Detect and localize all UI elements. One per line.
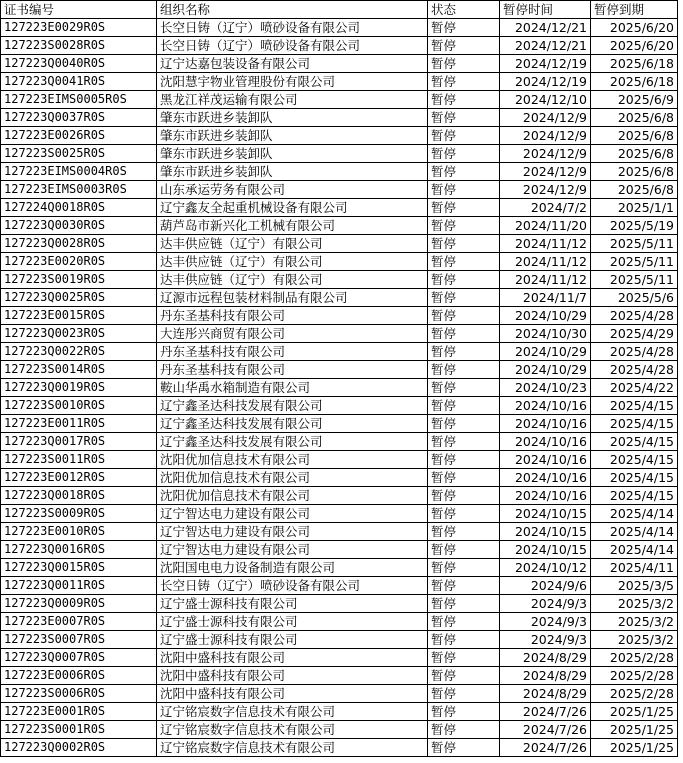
certificate-number-cell: 127223E0006R0S: [1, 667, 157, 685]
certificate-number-cell: 127223Q0018R0S: [1, 487, 157, 505]
certificate-number-cell: 127223EIMS0005R0S: [1, 91, 157, 109]
suspension-date-cell: 2024/10/16: [500, 469, 591, 487]
table-row: [1, 91, 678, 109]
suspension-expiry-cell: 2025/4/28: [591, 361, 678, 379]
organization-name-cell: 沈阳中盛科技有限公司: [157, 667, 428, 685]
status-cell: 暂停: [428, 505, 500, 523]
suspension-expiry-cell: 2025/3/5: [591, 577, 678, 595]
certificate-number-cell: 127223S0009R0S: [1, 505, 157, 523]
organization-name-cell: 沈阳优加信息技术有限公司: [157, 451, 428, 469]
certificate-number-cell: 127223S0001R0S: [1, 721, 157, 739]
certificate-number-cell: 127223E0020R0S: [1, 253, 157, 271]
certificate-number-cell: 127223Q0041R0S: [1, 73, 157, 91]
status-cell: 暂停: [428, 523, 500, 541]
organization-name-cell: 辽宁盛士源科技有限公司: [157, 613, 428, 631]
column-header-certificate-number: 证书编号: [1, 1, 157, 19]
organization-name-cell: 沈阳慧宇物业管理股份有限公司: [157, 73, 428, 91]
suspension-date-cell: 2024/9/6: [500, 577, 591, 595]
suspension-date-cell: 2024/11/12: [500, 271, 591, 289]
suspension-expiry-cell: 2025/5/11: [591, 271, 678, 289]
table-row: [1, 361, 678, 379]
organization-name-cell: 沈阳中盛科技有限公司: [157, 685, 428, 703]
suspension-date-cell: 2024/9/3: [500, 631, 591, 649]
status-cell: 暂停: [428, 361, 500, 379]
suspension-date-cell: 2024/12/21: [500, 19, 591, 37]
certificate-number-cell: 127223Q0025R0S: [1, 289, 157, 307]
suspension-expiry-cell: 2025/6/20: [591, 37, 678, 55]
organization-name-cell: 辽宁铭宸数字信息技术有限公司: [157, 721, 428, 739]
suspension-date-cell: 2024/8/29: [500, 649, 591, 667]
table-row: [1, 469, 678, 487]
certificate-number-cell: 127223E0011R0S: [1, 415, 157, 433]
certificate-number-cell: 127223EIMS0003R0S: [1, 181, 157, 199]
table-row: [1, 613, 678, 631]
status-cell: 暂停: [428, 55, 500, 73]
certificate-number-cell: 127223Q0017R0S: [1, 433, 157, 451]
certificate-number-cell: 127223E0026R0S: [1, 127, 157, 145]
table-row: [1, 379, 678, 397]
status-cell: 暂停: [428, 649, 500, 667]
suspension-expiry-cell: 2025/6/18: [591, 73, 678, 91]
organization-name-cell: 辽宁鑫圣达科技发展有限公司: [157, 433, 428, 451]
organization-name-cell: 辽宁鑫圣达科技发展有限公司: [157, 415, 428, 433]
certificate-number-cell: 127223E0007R0S: [1, 613, 157, 631]
status-cell: 暂停: [428, 631, 500, 649]
certificate-number-cell: 127223S0010R0S: [1, 397, 157, 415]
status-cell: 暂停: [428, 595, 500, 613]
table-row: [1, 163, 678, 181]
table-row: [1, 73, 678, 91]
suspension-expiry-cell: 2025/4/15: [591, 451, 678, 469]
certificate-number-cell: 127224Q0018R0S: [1, 199, 157, 217]
table-row: [1, 55, 678, 73]
status-cell: 暂停: [428, 703, 500, 721]
certificate-number-cell: 127223S0014R0S: [1, 361, 157, 379]
status-cell: 暂停: [428, 577, 500, 595]
certificate-number-cell: 127223E0015R0S: [1, 307, 157, 325]
organization-name-cell: 丹东圣基科技有限公司: [157, 343, 428, 361]
organization-name-cell: 辽宁智达电力建设有限公司: [157, 505, 428, 523]
organization-name-cell: 辽宁盛士源科技有限公司: [157, 631, 428, 649]
status-cell: 暂停: [428, 37, 500, 55]
suspension-date-cell: 2024/10/16: [500, 451, 591, 469]
table-row: [1, 217, 678, 235]
certificate-number-cell: 127223Q0028R0S: [1, 235, 157, 253]
organization-name-cell: 辽宁达嘉包装设备有限公司: [157, 55, 428, 73]
table-row: [1, 415, 678, 433]
status-cell: 暂停: [428, 721, 500, 739]
table-row: [1, 397, 678, 415]
suspension-expiry-cell: 2025/2/28: [591, 685, 678, 703]
certificate-number-cell: 127223Q0040R0S: [1, 55, 157, 73]
certificate-number-cell: 127223Q0002R0S: [1, 739, 157, 757]
status-cell: 暂停: [428, 163, 500, 181]
status-cell: 暂停: [428, 307, 500, 325]
organization-name-cell: 沈阳国电电力设备制造有限公司: [157, 559, 428, 577]
header-row: [1, 1, 678, 19]
suspension-expiry-cell: 2025/4/14: [591, 505, 678, 523]
certificate-number-cell: 127223E0012R0S: [1, 469, 157, 487]
certificate-number-cell: 127223S0025R0S: [1, 145, 157, 163]
status-cell: 暂停: [428, 685, 500, 703]
organization-name-cell: 肇东市跃进乡装卸队: [157, 127, 428, 145]
organization-name-cell: 辽宁智达电力建设有限公司: [157, 523, 428, 541]
table-row: [1, 739, 678, 757]
status-cell: 暂停: [428, 397, 500, 415]
suspension-expiry-cell: 2025/2/28: [591, 667, 678, 685]
suspension-date-cell: 2024/10/16: [500, 415, 591, 433]
suspension-expiry-cell: 2025/6/8: [591, 181, 678, 199]
certificate-number-cell: 127223Q0023R0S: [1, 325, 157, 343]
suspension-date-cell: 2024/9/3: [500, 595, 591, 613]
organization-name-cell: 长空日铸（辽宁）喷砂设备有限公司: [157, 19, 428, 37]
suspension-expiry-cell: 2025/5/11: [591, 253, 678, 271]
suspension-expiry-cell: 2025/4/15: [591, 397, 678, 415]
status-cell: 暂停: [428, 469, 500, 487]
suspension-expiry-cell: 2025/1/25: [591, 721, 678, 739]
status-cell: 暂停: [428, 613, 500, 631]
suspension-expiry-cell: 2025/1/25: [591, 739, 678, 757]
organization-name-cell: 辽宁鑫圣达科技发展有限公司: [157, 397, 428, 415]
status-cell: 暂停: [428, 433, 500, 451]
suspension-expiry-cell: 2025/5/6: [591, 289, 678, 307]
suspension-date-cell: 2024/10/15: [500, 505, 591, 523]
suspension-expiry-cell: 2025/4/11: [591, 559, 678, 577]
suspension-date-cell: 2024/12/9: [500, 181, 591, 199]
table-body: [1, 19, 678, 757]
organization-name-cell: 鞍山华禹水箱制造有限公司: [157, 379, 428, 397]
organization-name-cell: 辽宁盛士源科技有限公司: [157, 595, 428, 613]
suspension-date-cell: 2024/12/9: [500, 109, 591, 127]
organization-name-cell: 辽宁铭宸数字信息技术有限公司: [157, 703, 428, 721]
organization-name-cell: 肇东市跃进乡装卸队: [157, 145, 428, 163]
status-cell: 暂停: [428, 235, 500, 253]
certificate-number-cell: 127223Q0022R0S: [1, 343, 157, 361]
table-row: [1, 505, 678, 523]
suspension-date-cell: 2024/12/9: [500, 145, 591, 163]
suspension-date-cell: 2024/7/26: [500, 703, 591, 721]
certificate-number-cell: 127223Q0011R0S: [1, 577, 157, 595]
table-row: [1, 649, 678, 667]
table-row: [1, 523, 678, 541]
organization-name-cell: 长空日铸（辽宁）喷砂设备有限公司: [157, 37, 428, 55]
certificate-number-cell: 127223E0029R0S: [1, 19, 157, 37]
suspension-date-cell: 2024/12/21: [500, 37, 591, 55]
suspension-expiry-cell: 2025/1/1: [591, 199, 678, 217]
suspension-date-cell: 2024/11/7: [500, 289, 591, 307]
organization-name-cell: 达丰供应链（辽宁）有限公司: [157, 235, 428, 253]
certificate-number-cell: 127223S0006R0S: [1, 685, 157, 703]
table-row: [1, 271, 678, 289]
suspension-expiry-cell: 2025/4/29: [591, 325, 678, 343]
suspension-expiry-cell: 2025/4/22: [591, 379, 678, 397]
table-row: [1, 541, 678, 559]
certificate-number-cell: 127223E0010R0S: [1, 523, 157, 541]
status-cell: 暂停: [428, 271, 500, 289]
status-cell: 暂停: [428, 19, 500, 37]
status-cell: 暂停: [428, 217, 500, 235]
certificate-number-cell: 127223S0019R0S: [1, 271, 157, 289]
suspension-date-cell: 2024/12/10: [500, 91, 591, 109]
table-row: [1, 559, 678, 577]
certificate-number-cell: 127223EIMS0004R0S: [1, 163, 157, 181]
suspension-date-cell: 2024/11/20: [500, 217, 591, 235]
suspension-expiry-cell: 2025/6/8: [591, 163, 678, 181]
table-row: [1, 343, 678, 361]
suspension-date-cell: 2024/10/16: [500, 487, 591, 505]
suspension-date-cell: 2024/7/26: [500, 721, 591, 739]
suspension-date-cell: 2024/10/29: [500, 307, 591, 325]
certificate-number-cell: 127223S0011R0S: [1, 451, 157, 469]
table-row: [1, 37, 678, 55]
suspension-date-cell: 2024/10/16: [500, 433, 591, 451]
suspension-date-cell: 2024/11/12: [500, 253, 591, 271]
organization-name-cell: 辽宁鑫友全起重机械设备有限公司: [157, 199, 428, 217]
status-cell: 暂停: [428, 127, 500, 145]
status-cell: 暂停: [428, 541, 500, 559]
status-cell: 暂停: [428, 379, 500, 397]
status-cell: 暂停: [428, 487, 500, 505]
certificate-number-cell: 127223Q0016R0S: [1, 541, 157, 559]
suspension-date-cell: 2024/12/9: [500, 127, 591, 145]
suspension-date-cell: 2024/10/15: [500, 541, 591, 559]
organization-name-cell: 沈阳优加信息技术有限公司: [157, 469, 428, 487]
table-row: [1, 235, 678, 253]
suspension-expiry-cell: 2025/4/15: [591, 469, 678, 487]
suspension-expiry-cell: 2025/4/28: [591, 343, 678, 361]
certificate-number-cell: 127223Q0015R0S: [1, 559, 157, 577]
status-cell: 暂停: [428, 109, 500, 127]
suspension-date-cell: 2024/10/29: [500, 361, 591, 379]
suspension-date-cell: 2024/9/3: [500, 613, 591, 631]
status-cell: 暂停: [428, 91, 500, 109]
suspension-expiry-cell: 2025/6/8: [591, 109, 678, 127]
status-cell: 暂停: [428, 289, 500, 307]
organization-name-cell: 大连彤兴商贸有限公司: [157, 325, 428, 343]
suspension-expiry-cell: 2025/1/25: [591, 703, 678, 721]
suspension-date-cell: 2024/7/2: [500, 199, 591, 217]
column-header-suspension-date: 暂停时间: [500, 1, 591, 19]
suspension-expiry-cell: 2025/6/18: [591, 55, 678, 73]
organization-name-cell: 沈阳中盛科技有限公司: [157, 649, 428, 667]
suspension-date-cell: 2024/7/26: [500, 739, 591, 757]
organization-name-cell: 长空日铸（辽宁）喷砂设备有限公司: [157, 577, 428, 595]
suspension-expiry-cell: 2025/2/28: [591, 649, 678, 667]
organization-name-cell: 辽宁智达电力建设有限公司: [157, 541, 428, 559]
suspension-expiry-cell: 2025/4/15: [591, 487, 678, 505]
table-row: [1, 451, 678, 469]
table-row: [1, 289, 678, 307]
organization-name-cell: 辽宁铭宸数字信息技术有限公司: [157, 739, 428, 757]
table-row: [1, 577, 678, 595]
table-row: [1, 109, 678, 127]
status-cell: 暂停: [428, 325, 500, 343]
suspension-date-cell: 2024/8/29: [500, 667, 591, 685]
status-cell: 暂停: [428, 145, 500, 163]
status-cell: 暂停: [428, 73, 500, 91]
suspension-date-cell: 2024/11/12: [500, 235, 591, 253]
certificate-number-cell: 127223Q0037R0S: [1, 109, 157, 127]
suspension-date-cell: 2024/8/29: [500, 685, 591, 703]
suspension-date-cell: 2024/12/19: [500, 73, 591, 91]
suspension-expiry-cell: 2025/4/15: [591, 433, 678, 451]
organization-name-cell: 辽源市远程包装材料制品有限公司: [157, 289, 428, 307]
organization-name-cell: 沈阳优加信息技术有限公司: [157, 487, 428, 505]
certificate-number-cell: 127223E0001R0S: [1, 703, 157, 721]
table-row: [1, 487, 678, 505]
suspension-expiry-cell: 2025/3/2: [591, 613, 678, 631]
organization-name-cell: 山东承运劳务有限公司: [157, 181, 428, 199]
status-cell: 暂停: [428, 667, 500, 685]
table-row: [1, 181, 678, 199]
table-row: [1, 721, 678, 739]
suspension-date-cell: 2024/12/9: [500, 163, 591, 181]
table-row: [1, 145, 678, 163]
suspension-expiry-cell: 2025/4/15: [591, 415, 678, 433]
certificate-number-cell: 127223S0028R0S: [1, 37, 157, 55]
suspension-expiry-cell: 2025/5/11: [591, 235, 678, 253]
table-row: [1, 19, 678, 37]
certificate-number-cell: 127223Q0019R0S: [1, 379, 157, 397]
suspension-date-cell: 2024/10/23: [500, 379, 591, 397]
suspension-date-cell: 2024/12/19: [500, 55, 591, 73]
status-cell: 暂停: [428, 181, 500, 199]
table-row: [1, 253, 678, 271]
table-row: [1, 325, 678, 343]
table-row: [1, 127, 678, 145]
table-row: [1, 685, 678, 703]
table-row: [1, 667, 678, 685]
column-header-status: 状态: [428, 1, 500, 19]
suspension-expiry-cell: 2025/4/28: [591, 307, 678, 325]
status-cell: 暂停: [428, 253, 500, 271]
table-row: [1, 703, 678, 721]
suspension-expiry-cell: 2025/6/8: [591, 127, 678, 145]
certificate-number-cell: 127223Q0007R0S: [1, 649, 157, 667]
certificate-number-cell: 127223Q0009R0S: [1, 595, 157, 613]
status-cell: 暂停: [428, 451, 500, 469]
status-cell: 暂停: [428, 343, 500, 361]
organization-name-cell: 丹东圣基科技有限公司: [157, 307, 428, 325]
suspension-date-cell: 2024/10/30: [500, 325, 591, 343]
status-cell: 暂停: [428, 415, 500, 433]
status-cell: 暂停: [428, 739, 500, 757]
organization-name-cell: 葫芦岛市新兴化工机械有限公司: [157, 217, 428, 235]
suspension-expiry-cell: 2025/6/8: [591, 145, 678, 163]
suspension-expiry-cell: 2025/3/2: [591, 595, 678, 613]
organization-name-cell: 肇东市跃进乡装卸队: [157, 109, 428, 127]
table-row: [1, 631, 678, 649]
organization-name-cell: 丹东圣基科技有限公司: [157, 361, 428, 379]
organization-name-cell: 达丰供应链（辽宁）有限公司: [157, 271, 428, 289]
suspension-date-cell: 2024/10/15: [500, 523, 591, 541]
column-header-suspension-expiry: 暂停到期: [591, 1, 678, 19]
certificate-number-cell: 127223Q0030R0S: [1, 217, 157, 235]
suspension-expiry-cell: 2025/4/14: [591, 523, 678, 541]
suspension-date-cell: 2024/10/16: [500, 397, 591, 415]
certificate-number-cell: 127223S0007R0S: [1, 631, 157, 649]
status-cell: 暂停: [428, 559, 500, 577]
suspension-expiry-cell: 2025/6/20: [591, 19, 678, 37]
table-row: [1, 199, 678, 217]
status-cell: 暂停: [428, 199, 500, 217]
suspension-date-cell: 2024/10/29: [500, 343, 591, 361]
organization-name-cell: 黑龙江祥茂运输有限公司: [157, 91, 428, 109]
suspension-date-cell: 2024/10/12: [500, 559, 591, 577]
suspension-expiry-cell: 2025/6/9: [591, 91, 678, 109]
suspension-expiry-cell: 2025/3/2: [591, 631, 678, 649]
suspension-expiry-cell: 2025/5/19: [591, 217, 678, 235]
table-row: [1, 433, 678, 451]
suspension-expiry-cell: 2025/4/14: [591, 541, 678, 559]
table-row: [1, 595, 678, 613]
column-header-organization-name: 组织名称: [157, 1, 428, 19]
table-row: [1, 307, 678, 325]
organization-name-cell: 达丰供应链（辽宁）有限公司: [157, 253, 428, 271]
organization-name-cell: 肇东市跃进乡装卸队: [157, 163, 428, 181]
